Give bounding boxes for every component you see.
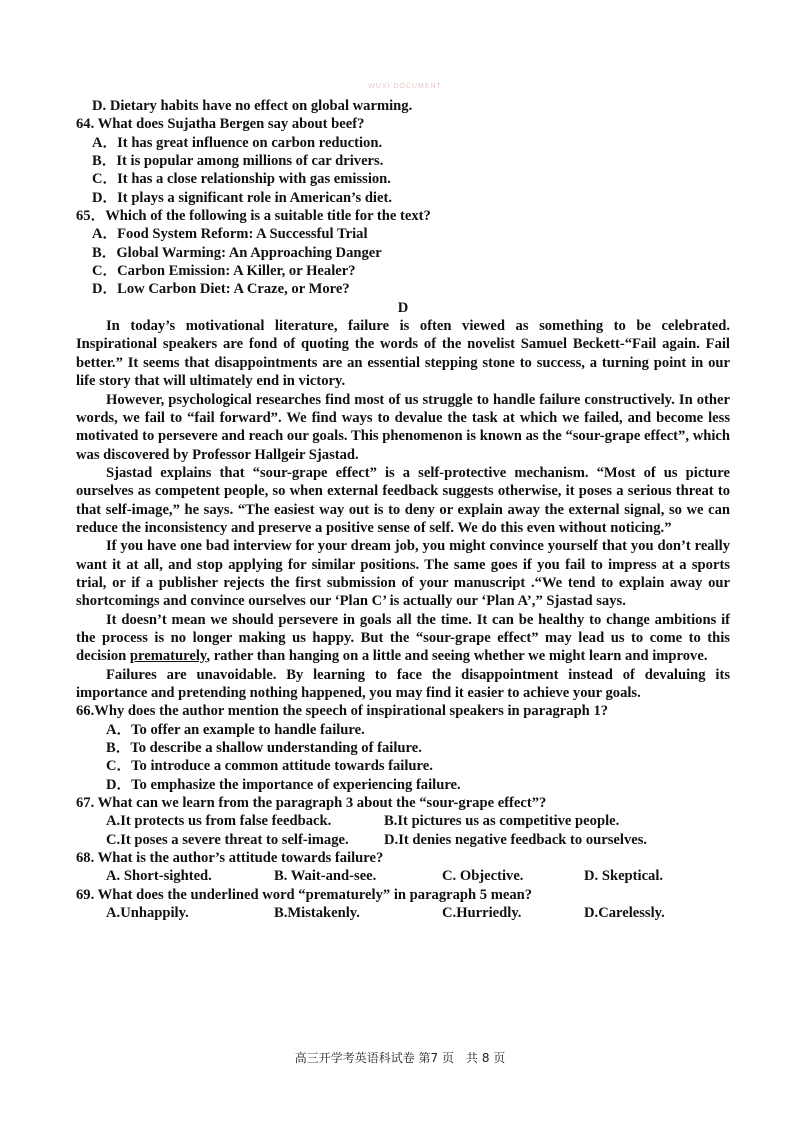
q69-option-d: D.Carelessly. xyxy=(584,905,665,922)
q69-option-a: A.Unhappily. xyxy=(106,905,189,922)
q64-option-c: C．It has a close relationship with gas emission. xyxy=(92,171,391,188)
q67-option-c: C.It poses a severe threat to self-image. xyxy=(106,831,349,848)
passage-paragraph-4: If you have one bad interview for your dream job, you might convince yourself that you don’t really want it at all, and stop applying for similar positions. The same goes if you fail to impress at a sports trial, or if a publisher rejects the first submission of your manuscript .“We tend to explain away our shortcomings and convince ourselves our ‘Plan C’ is actually our ‘Plan A’,” Sjastad says. xyxy=(76,538,730,610)
q64-question: 64. What does Sujatha Bergen say about beef? xyxy=(76,116,365,133)
q65-option-c: C．Carbon Emission: A Killer, or Healer? xyxy=(92,263,356,280)
p5-text-before: It doesn’t mean we should persevere in goals all the time. It can be healthy to change ambitions if the process is no longer making us happy. But the “sour-grape effect” may lead us to come to this decision xyxy=(76,611,730,665)
q63-option-d: D. Dietary habits have no effect on global warming. xyxy=(92,98,413,114)
passage-heading: D xyxy=(397,299,409,316)
q66-question: 66.Why does the author mention the speech of inspirational speakers in paragraph 1? xyxy=(76,703,609,720)
q65-question: 65．Which of the following is a suitable title for the text? xyxy=(76,208,431,225)
q66-option-c: C．To introduce a common attitude towards failure. xyxy=(106,758,433,775)
q67-option-d: D.It denies negative feedback to ourselves. xyxy=(384,831,648,848)
q68-option-a: A. Short-sighted. xyxy=(106,868,212,885)
q68-options xyxy=(76,867,730,885)
p5-text-after: , rather than hanging on a little and seeing whether we might learn and improve. xyxy=(206,648,708,665)
q69-question: 69. What does the underlined word “prematurely” in paragraph 5 mean? xyxy=(76,886,533,903)
q65-option-d: D．Low Carbon Diet: A Craze, or More? xyxy=(92,281,350,298)
q69-options xyxy=(76,904,730,922)
q68-option-d: D. Skeptical. xyxy=(584,868,664,885)
passage-paragraph-5 xyxy=(76,611,730,666)
q66-option-a: A．To offer an example to handle failure. xyxy=(106,721,365,738)
watermark-stamp: WUXI DOCUMENT xyxy=(368,83,442,90)
q67-option-a: A.It protects us from false feedback. xyxy=(106,813,332,830)
passage-paragraph-6: Failures are unavoidable. By learning to face the disappointment instead of devaluing its importance and pretending nothing happened, you may find it easier to achieve your goals. xyxy=(76,666,730,701)
passage-paragraph-3: Sjastad explains that “sour-grape effect” is a self-protective mechanism. “Most of us picture ourselves as competent people, so when external feedback suggests otherwise, it poses a serious threat to that self-image,” he says. “The easiest way out is to deny or explain away the external signal, so we can reduce the inconsistency and preserve a positive sense of self. We do this even without noticing.” xyxy=(76,464,730,536)
passage-paragraph-1: In today’s motivational literature, failure is often viewed as something to be celebrated. Inspirational speakers are fond of quoting the words of the novelist Samuel Beckett-“Fail again. Fail better.” It seems that disappointments are an essential stepping stone to success, a turning point in our life story that will ultimately end in victory. xyxy=(76,318,730,390)
q69-option-b: B.Mistakenly. xyxy=(274,905,360,922)
q68-question: 68. What is the author’s attitude towards failure? xyxy=(76,850,384,867)
exam-content xyxy=(76,97,730,922)
q67-question: 67. What can we learn from the paragraph 3 about the “sour-grape effect”? xyxy=(76,795,547,812)
q64-option-a: A．It has great influence on carbon reduction. xyxy=(92,134,383,151)
q64-option-d: D．It plays a significant role in American’s diet. xyxy=(92,189,392,206)
q67-options xyxy=(76,812,730,849)
q66-option-b: B．To describe a shallow understanding of failure. xyxy=(106,740,422,757)
passage-paragraph-2: However, psychological researches find most of us struggle to handle failure constructively. In other words, we fail to “fail forward”. We find ways to devalue the task at which we failed, and become less motivated to persevere and reach our goals. This phenomenon is known as the “sour-grape effect”, which was discovered by Professor Hallgeir Sjastad. xyxy=(76,391,730,463)
q66-option-d: D．To emphasize the importance of experiencing failure. xyxy=(106,776,461,793)
q65-option-a: A．Food System Reform: A Successful Trial xyxy=(92,226,368,243)
q64-option-b: B．It is popular among millions of car drivers. xyxy=(92,153,384,170)
passage-body xyxy=(76,317,730,702)
q68-option-b: B. Wait-and-see. xyxy=(274,868,377,885)
q67-option-b: B.It pictures us as competitive people. xyxy=(384,813,620,830)
q65-option-b: B．Global Warming: An Approaching Danger xyxy=(92,244,382,261)
underlined-word: prematurely xyxy=(129,648,207,665)
page-footer: 高三开学考英语科试卷 第7 页 共 8 页 xyxy=(294,1051,506,1065)
q68-option-c: C. Objective. xyxy=(442,868,524,885)
q69-option-c: C.Hurriedly. xyxy=(442,905,522,922)
